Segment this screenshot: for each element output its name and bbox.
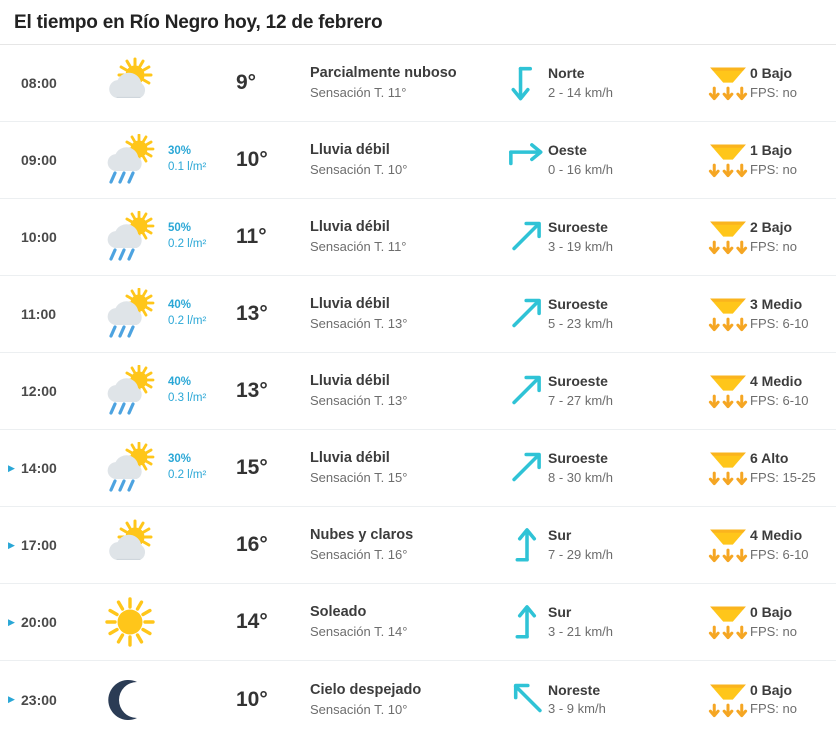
uv-index-icon [706,370,750,411]
wind-cell [506,136,706,184]
wind-text [548,680,606,719]
wind-cell [506,675,706,723]
temperature-value: 13° [236,302,268,325]
sky-condition-label: Lluvia débil [310,142,390,159]
sky-condition-label: Soleado [310,604,367,621]
feels-like-label: Sensación T. 15° [310,470,408,486]
weather-icon-cell [92,596,168,648]
uv-fps-label: FPS: 15-25 [750,469,816,485]
wind-direction-label: Suroeste [548,373,608,390]
uv-index-icon [706,216,750,257]
arrow-up-icon [506,598,548,646]
temperature-value: 13° [236,379,268,402]
wind-text [548,602,613,641]
forecast-hour-row[interactable] [0,45,836,122]
arrow-down-icon [506,59,548,107]
uv-text [750,371,809,410]
weather-icon-cell [92,519,168,571]
weather-icon-cell [92,442,168,494]
wind-cell [506,290,706,338]
hourly-forecast-table [0,44,836,738]
sky-condition-label: Parcialmente nuboso [310,65,457,82]
wind-direction-label: Suroeste [548,296,608,313]
uv-cell [706,524,836,565]
wind-speed-label: 2 - 14 km/h [548,84,614,100]
arrow-up-right-icon [506,444,548,492]
sun-cloud-rain-icon [101,134,159,186]
feels-like-label: Sensación T. 10° [310,701,408,717]
wind-speed-label: 3 - 9 km/h [548,701,606,717]
feels-like-label: Sensación T. 13° [310,316,408,332]
feels-like-label: Sensación T. 11° [310,239,407,255]
sky-condition-label: Lluvia débil [310,296,390,313]
hour-time-cell[interactable] [0,614,92,630]
wind-direction-label: Oeste [548,142,587,159]
wind-speed-label: 3 - 19 km/h [548,238,614,254]
sky-condition-label: Cielo despejado [310,681,422,698]
uv-index-label: 1 Bajo [750,142,793,159]
uv-index-label: 0 Bajo [750,604,793,621]
sun-cloud-rain-icon [101,365,159,417]
temperature-value: 10° [236,148,268,171]
uv-index-icon [706,447,750,488]
weather-icon-cell [92,674,168,726]
wind-speed-label: 7 - 27 km/h [548,392,614,408]
moon-icon [101,674,159,726]
precipitation-probability: 30% [168,453,192,466]
chevron-right-icon[interactable]: ▶ [8,694,15,704]
wind-text [548,525,613,564]
uv-text [750,680,797,719]
precipitation-cell [168,375,234,406]
sun-cloud-rain-icon [101,288,159,340]
uv-text [750,217,797,256]
sky-condition-cell [306,602,506,642]
arrow-up-icon [506,521,548,569]
precipitation-amount: 0.1 l/m² [168,161,207,173]
uv-cell [706,679,836,720]
hour-time-label: 09:00 [21,152,57,168]
uv-index-label: 0 Bajo [750,65,793,82]
uv-fps-label: FPS: no [750,701,797,717]
uv-cell [706,216,836,257]
arrow-right-icon [506,136,548,184]
precipitation-cell [168,452,234,483]
precipitation-amount: 0.2 l/m² [168,238,207,250]
forecast-hour-row[interactable] [0,661,836,738]
page-title: El tiempo en Río Negro hoy, 12 de febrero [14,12,383,33]
weather-icon-cell [92,211,168,263]
uv-index-label: 0 Bajo [750,681,793,698]
wind-direction-label: Norte [548,65,585,82]
uv-fps-label: FPS: 6-10 [750,392,809,408]
wind-direction-label: Noreste [548,681,601,698]
wind-cell [506,444,706,492]
uv-cell [706,447,836,488]
sun-behind-cloud-icon [101,519,159,571]
temperature-value: 11° [236,225,267,248]
sun-cloud-rain-icon [101,442,159,494]
sky-condition-cell [306,294,506,334]
uv-cell [706,139,836,180]
precipitation-cell [168,298,234,329]
temperature-value: 14° [236,610,268,633]
wind-text [548,63,613,102]
hour-time-cell[interactable] [0,460,92,476]
forecast-hour-row[interactable] [0,430,836,507]
wind-text [548,140,613,179]
uv-fps-label: FPS: 6-10 [750,546,809,562]
wind-text [548,371,613,410]
uv-fps-label: FPS: 6-10 [750,315,809,331]
precipitation-amount: 0.3 l/m² [168,392,207,404]
uv-text [750,448,816,487]
sky-condition-cell [306,63,506,103]
sky-condition-cell [306,448,506,488]
wind-cell [506,367,706,415]
temperature-value: 9° [236,71,257,94]
arrow-up-left-icon [506,675,548,723]
feels-like-label: Sensación T. 11° [310,85,407,101]
forecast-hour-row[interactable] [0,353,836,430]
feels-like-label: Sensación T. 13° [310,393,408,409]
uv-index-label: 2 Bajo [750,219,793,236]
uv-text [750,140,797,179]
forecast-hour-row[interactable] [0,584,836,661]
uv-fps-label: FPS: no [750,161,797,177]
hour-time-label: 08:00 [21,75,57,91]
uv-index-label: 3 Medio [750,296,803,313]
uv-index-icon [706,524,750,565]
wind-direction-label: Suroeste [548,450,608,467]
forecast-hour-row[interactable] [0,276,836,353]
sky-condition-label: Lluvia débil [310,373,390,390]
feels-like-label: Sensación T. 16° [310,547,408,563]
weather-icon-cell [92,134,168,186]
sky-condition-label: Nubes y claros [310,527,414,544]
uv-text [750,602,797,641]
wind-text [548,448,613,487]
hour-time-label: 20:00 [21,614,57,630]
uv-index-label: 4 Medio [750,527,803,544]
weather-icon-cell [92,57,168,109]
feels-like-label: Sensación T. 14° [310,624,408,640]
wind-cell [506,213,706,261]
chevron-right-icon[interactable]: ▶ [8,616,15,627]
forecast-hour-row[interactable] [0,199,836,276]
uv-index-icon [706,62,750,103]
uv-fps-label: FPS: no [750,623,797,639]
uv-index-label: 6 Alto [750,450,789,467]
wind-speed-label: 3 - 21 km/h [548,623,614,639]
arrow-up-right-icon [506,290,548,338]
wind-speed-label: 7 - 29 km/h [548,546,614,562]
sun-icon [101,596,159,648]
hour-time-cell[interactable] [0,383,92,399]
hour-time-label: 23:00 [21,691,57,708]
hour-time-cell[interactable] [0,229,92,245]
sky-condition-cell [306,140,506,180]
precipitation-probability: 50% [168,222,192,235]
wind-speed-label: 5 - 23 km/h [548,315,614,331]
precipitation-probability: 40% [168,376,192,389]
uv-text [750,294,809,333]
uv-cell [706,601,836,642]
sky-condition-label: Lluvia débil [310,450,390,467]
uv-index-icon [706,601,750,642]
arrow-up-right-icon [506,213,548,261]
wind-speed-label: 0 - 16 km/h [548,161,614,177]
chevron-right-icon[interactable]: ▶ [8,462,15,473]
wind-speed-label: 8 - 30 km/h [548,469,614,485]
hour-time-label: 12:00 [21,383,57,399]
chevron-right-icon[interactable]: ▶ [8,539,15,550]
sky-condition-cell [306,371,506,411]
uv-fps-label: FPS: no [750,238,797,254]
precipitation-amount: 0.2 l/m² [168,469,207,481]
hour-time-label: 17:00 [21,537,57,553]
hour-time-label: 10:00 [21,229,57,245]
temperature-value: 10° [236,687,268,711]
forecast-hour-row[interactable] [0,122,836,199]
uv-index-icon [706,293,750,334]
wind-direction-label: Suroeste [548,219,608,236]
precipitation-probability: 30% [168,145,192,158]
precipitation-cell [168,144,234,175]
precipitation-probability: 40% [168,299,192,312]
feels-like-label: Sensación T. 10° [310,162,408,178]
forecast-hour-row[interactable] [0,507,836,584]
uv-cell [706,293,836,334]
sky-condition-label: Lluvia débil [310,219,390,236]
hour-time-label: 14:00 [21,460,57,476]
uv-cell [706,370,836,411]
hour-time-cell[interactable] [0,306,92,322]
wind-text [548,217,613,256]
weather-icon-cell [92,288,168,340]
uv-index-label: 4 Medio [750,373,803,390]
uv-text [750,63,797,102]
wind-direction-label: Sur [548,527,572,544]
hour-time-cell[interactable] [0,152,92,168]
hour-time-cell[interactable] [0,75,92,91]
uv-text [750,525,809,564]
temperature-value: 15° [236,456,268,479]
precipitation-amount: 0.2 l/m² [168,315,207,327]
sky-condition-cell [306,217,506,257]
sky-condition-cell [306,525,506,565]
arrow-up-right-icon [506,367,548,415]
temperature-value: 16° [236,533,268,556]
wind-direction-label: Sur [548,604,572,621]
uv-fps-label: FPS: no [750,84,797,100]
weather-icon-cell [92,365,168,417]
uv-index-icon [706,679,750,720]
uv-cell [706,62,836,103]
hour-time-cell[interactable] [0,692,92,708]
wind-text [548,294,613,333]
wind-cell [506,598,706,646]
uv-index-icon [706,139,750,180]
hour-time-cell[interactable] [0,537,92,553]
sun-cloud-rain-icon [101,211,159,263]
wind-cell [506,521,706,569]
precipitation-cell [168,221,234,252]
wind-cell [506,59,706,107]
hour-time-label: 11:00 [21,306,57,322]
sky-condition-cell [306,680,506,720]
sun-behind-cloud-icon [101,57,159,109]
